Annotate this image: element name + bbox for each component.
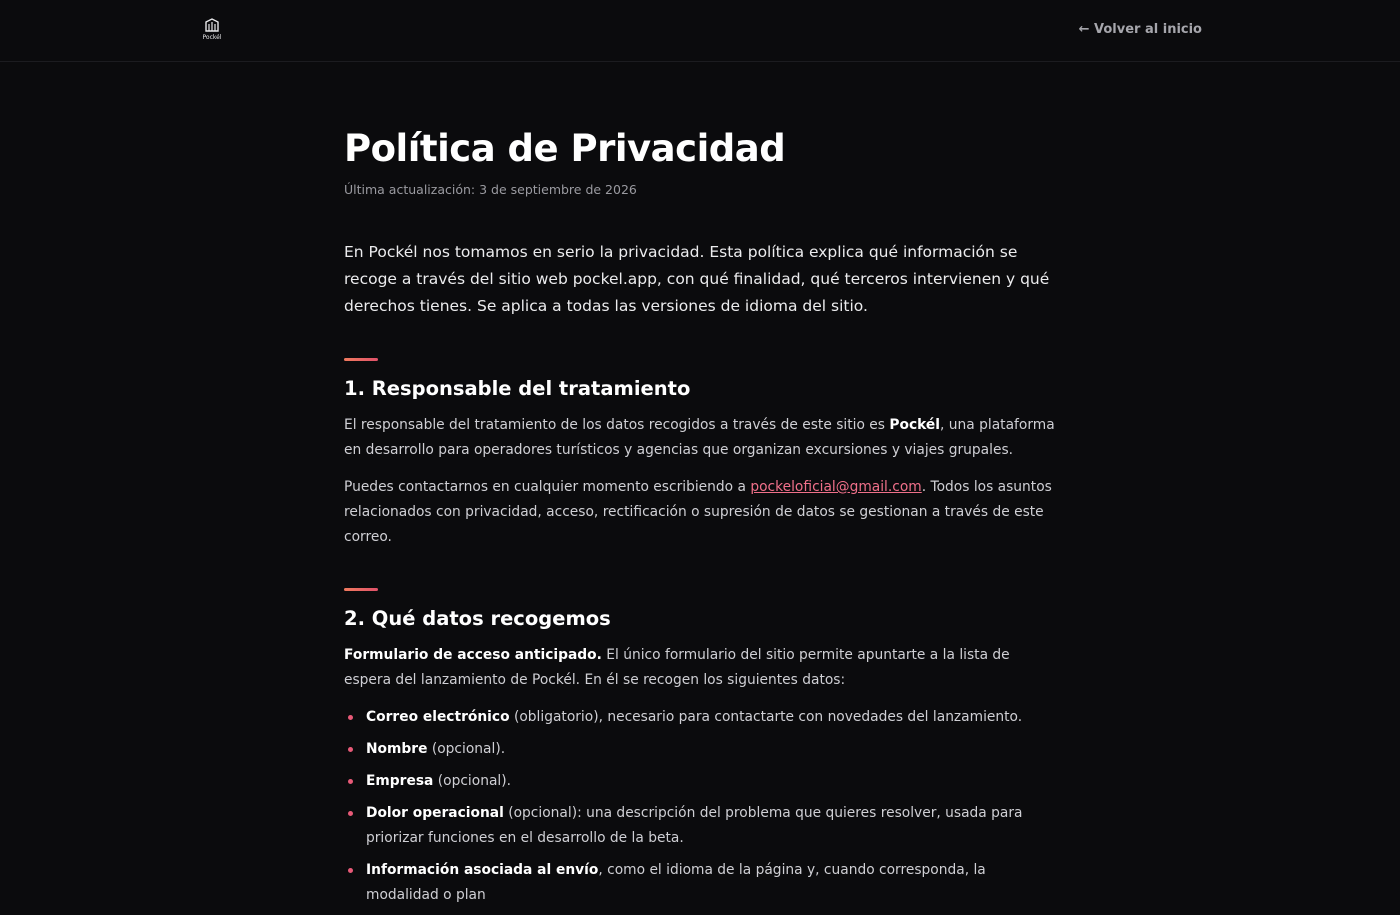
paragraph-text: Puedes contactarnos en cualquier momento escribiendo a (344, 479, 751, 495)
section-paragraph (344, 413, 1060, 463)
paragraph-text: . Todos los asuntos relacionados con privacidad, acceso, rectificación o supresión de datos se gestionan a través de este correo. (344, 479, 1052, 545)
top-navigation-bar (0, 0, 1400, 62)
section-accent-line (344, 588, 378, 591)
item-label: Empresa (366, 773, 434, 789)
last-updated-text: Última actualización: 3 de septiembre de 2026 (344, 182, 637, 197)
section-paragraph (344, 475, 1060, 550)
intro-paragraph: En Pockél nos tomamos en serio la privacidad. Esta política explica qué información se recoge a través del sitio web pockel.app, con qué finalidad, qué terceros intervienen y qué derechos tienes. Se aplica a todas las versiones de idioma del sitio. (344, 243, 1050, 315)
list-item (344, 858, 1060, 908)
bullet-icon (348, 779, 353, 784)
section-data-collected (344, 588, 1060, 908)
brand-name: Pockél (889, 417, 941, 433)
policy-content (344, 126, 1060, 915)
paragraph-text: , una plataforma en desarrollo para operadores turísticos y agencias que organizan excursiones y viajes grupales. (344, 417, 1055, 458)
paragraph-text: El único formulario del sitio permite apuntarte a la lista de espera del lanzamiento de Pockél. En él se recogen los siguientes datos: (344, 647, 1010, 688)
item-text: (opcional): una descripción del problema que quieres resolver, usada para priorizar funciones en el desarrollo de la beta. (366, 805, 1023, 846)
logo-icon (204, 17, 220, 33)
bullet-icon (348, 715, 353, 720)
back-to-home-link[interactable]: ← Volver al inicio (1078, 22, 1202, 37)
list-item (344, 705, 1060, 730)
list-item (344, 769, 1060, 794)
collected-data-list (344, 705, 1060, 908)
item-text: (obligatorio), necesario para contactarte con novedades del lanzamiento. (509, 709, 1023, 725)
section-data-controller (344, 358, 1060, 550)
bullet-icon (348, 868, 353, 873)
list-item (344, 737, 1060, 762)
list-item (344, 801, 1060, 851)
section-heading: 1. Responsable del tratamiento (344, 377, 691, 400)
paragraph-text: El responsable del tratamiento de los datos recogidos a través de este sitio es (344, 417, 890, 433)
item-text: , como el idioma de la página y, cuando corresponda, la modalidad o plan (366, 862, 986, 903)
bullet-icon (348, 811, 353, 816)
pockel-logo[interactable] (200, 17, 224, 41)
item-text: (opcional). (433, 773, 512, 789)
item-label: Información asociada al envío (366, 862, 599, 878)
logo-text: Pockél (202, 34, 222, 41)
item-label: Nombre (366, 741, 428, 757)
paragraph-lead: Formulario de acceso anticipado. (344, 647, 602, 663)
section-accent-line (344, 358, 378, 361)
item-text: (opcional). (427, 741, 506, 757)
item-label: Dolor operacional (366, 805, 504, 821)
contact-email-link[interactable]: pockeloficial@gmail.com (750, 479, 922, 495)
section-paragraph (344, 643, 1060, 693)
section-heading: 2. Qué datos recogemos (344, 607, 611, 630)
page-title: Política de Privacidad (344, 127, 786, 170)
bullet-icon (348, 747, 353, 752)
item-label: Correo electrónico (366, 709, 510, 725)
